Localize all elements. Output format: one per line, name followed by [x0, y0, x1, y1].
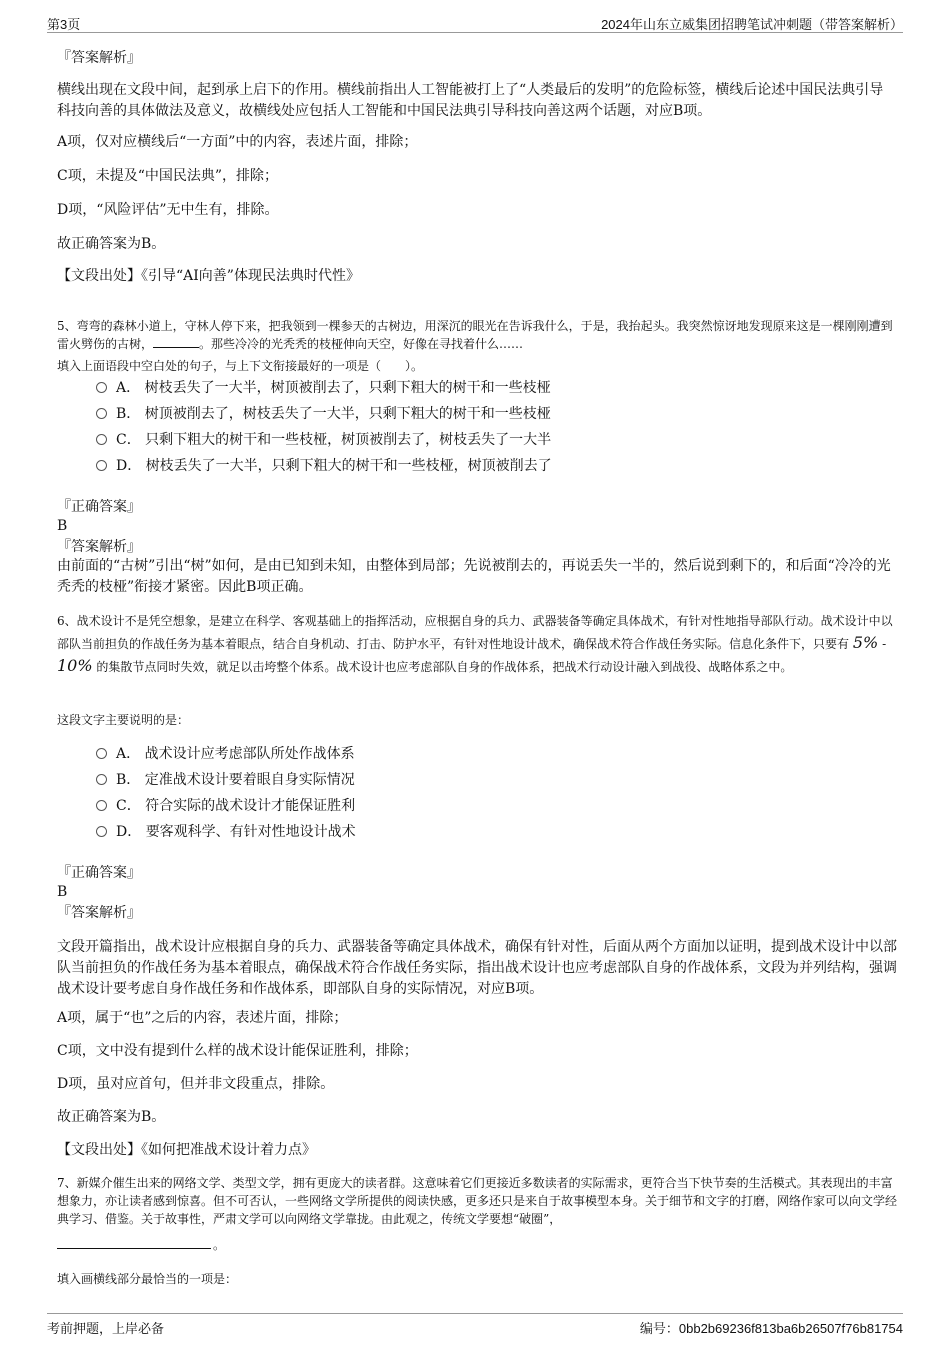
q6-analysis-heading: 『答案解析』 [57, 905, 141, 921]
fill-blank [153, 347, 199, 348]
q6-option-c-note: C项，文中没有提到什么样的战术设计能保证胜利，排除； [57, 1043, 418, 1059]
radio-icon[interactable] [96, 774, 107, 785]
page-header [47, 10, 903, 33]
q5-option-c[interactable]: C． 只剩下粗大的树干和一些枝桠，树顶被削去了，树枝丢失了一大半 [96, 430, 551, 450]
q5-analysis: 由前面的“古树”引出“树”如何，是由已知到未知，由整体到局部；先说被削去的，再说丢失一半的，然后说到剩下的，和后面“冷冷的光秃秃的枝桠”衔接才紧密。因此B项正确。 [57, 558, 891, 595]
q5-answer-heading: 『正确答案』 [57, 499, 141, 515]
q5-analysis-heading: 『答案解析』 [57, 539, 141, 555]
document-title: 2024年山东立威集团招聘笔试冲刺题（带答案解析） [601, 17, 903, 32]
radio-icon[interactable] [96, 748, 107, 759]
radio-icon[interactable] [96, 826, 107, 837]
q5-option-b[interactable]: B． 树顶被削去了，树枝丢失了一大半，只剩下粗大的树干和一些枝桠 [96, 404, 551, 424]
q5-option-d[interactable]: D． 树枝丢失了一大半，只剩下粗大的树干和一些枝桠，树顶被削去了 [96, 456, 552, 476]
q7-prompt: 填入画横线部分最恰当的一项是： [57, 1272, 238, 1286]
q6-source: 【文段出处】《如何把准战术设计着力点》 [57, 1142, 316, 1158]
q6-analysis: 文段开篇指出，战术设计应根据自身的兵力、武器装备等确定具体战术，确保有针对性，后面从两个方面加以证明，提到战术设计中以部队当前担负的作战任务为基本着眼点，确保战术符合作战任务实际，指出战术设计也应考虑部队自身的作战体系，文段为并列结构，强调战术设计要考虑自身作战任务和作战体系，即部队自身的实际情况，对应B项。 [57, 939, 897, 997]
q7-fill-blank [57, 1248, 211, 1249]
q6-answer-heading: 『正确答案』 [57, 865, 141, 881]
q4-option-d-note: D项，“风险评估”无中生有，排除。 [57, 202, 279, 218]
radio-icon[interactable] [96, 408, 107, 419]
page-number: 第3页 [47, 17, 81, 32]
radio-icon[interactable] [96, 434, 107, 445]
q4-analysis-paragraph: 横线出现在文段中间，起到承上启下的作用。横线前指出人工智能被打上了“人类最后的发明”的危险标签，横线后论述中国民法典引导科技向善的具体做法及意义，故横线处应包括人工智能和中国民法典引导科技向善这两个话题，对应B项。 [57, 82, 884, 119]
q6-answer: B [57, 884, 68, 900]
q6-stem: 6、战术设计不是凭空想象，是建立在科学、客观基础上的指挥活动，应根据自身的兵力、武器装备等确定具体战术，有针对性地指导部队行动。战术设计中以部队当前担负的作战任务为基本着眼点，结合自身机动、打击、防护水平，有针对性地设计战术，确保战术符合作战任务实际。信息化条件下，只要有 5% - 10% 的集散节点同时失效，就足以击垮整个体系。战术设计也应考虑部队自身的作战体系，把战术行动设计融入到战役、战略体系之中。 [57, 614, 893, 675]
q6-option-d[interactable]: D． 要客观科学、有针对性地设计战术 [96, 822, 356, 842]
q6-option-c[interactable]: C． 符合实际的战术设计才能保证胜利 [96, 796, 355, 816]
radio-icon[interactable] [96, 460, 107, 471]
q5-answer: B [57, 518, 68, 534]
footer-slogan: 考前押题，上岸必备 [47, 1321, 165, 1336]
q6-conclusion: 故正确答案为B。 [57, 1109, 166, 1125]
radio-icon[interactable] [96, 800, 107, 811]
q4-option-a-note: A项，仅对应横线后“一方面”中的内容，表述片面，排除； [57, 134, 418, 150]
q6-option-d-note: D项，虽对应首句，但并非文段重点，排除。 [57, 1076, 335, 1092]
q4-option-c-note: C项，未提及“中国民法典”，排除； [57, 168, 279, 184]
page-footer [47, 1313, 903, 1336]
q6-option-b[interactable]: B． 定准战术设计要着眼自身实际情况 [96, 770, 355, 790]
q5-stem: 5、弯弯的森林小道上，守林人停下来，把我领到一棵参天的古树边，用深沉的眼光在告诉我什么，于是，我抬起头。我突然惊讶地发现原来这是一棵刚刚遭到雷火劈伤的古树， 。那些冷冷的光秃秃的枝桠伸向天空，好像在寻找着什么…… [57, 319, 893, 351]
radio-icon[interactable] [96, 382, 107, 393]
q5-prompt: 填入上面语段中空白处的句子，与上下文衔接最好的一项是（ ）。 [57, 359, 424, 373]
q6-prompt: 这段文字主要说明的是： [57, 713, 190, 727]
q7-stem-end: 。 [213, 1238, 226, 1252]
footer-serial-number: 编号：0bb2b69236f813ba6b26507f76b81754 [639, 1321, 903, 1336]
q7-stem: 7、新媒介催生出来的网络文学、类型文学，拥有更庞大的读者群。这意味着它们更接近多数读者的实际需求，更符合当下快节奏的生活模式。其表现出的丰富想象力，亦让读者感到惊喜。但不可否认，一些网络文学所提供的阅读快感，更多还只是来自于故事模型本身。关于细节和文字的打磨，网络作家可以向文学经典学习、借鉴。关于故事性，严肃文学可以向网络文学靠拢。由此观之，传统文学要想“破圈”， [57, 1176, 898, 1226]
q6-option-a[interactable]: A． 战术设计应考虑部队所处作战体系 [96, 744, 355, 764]
q4-source: 【文段出处】《引导“AI向善”体现民法典时代性》 [57, 268, 360, 284]
q4-conclusion: 故正确答案为B。 [57, 236, 166, 252]
q5-option-a[interactable]: A． 树枝丢失了一大半，树顶被削去了，只剩下粗大的树干和一些枝桠 [96, 378, 551, 398]
q6-option-a-note: A项，属于“也”之后的内容，表述片面，排除； [57, 1010, 348, 1026]
q4-analysis-heading: 『答案解析』 [57, 50, 141, 66]
